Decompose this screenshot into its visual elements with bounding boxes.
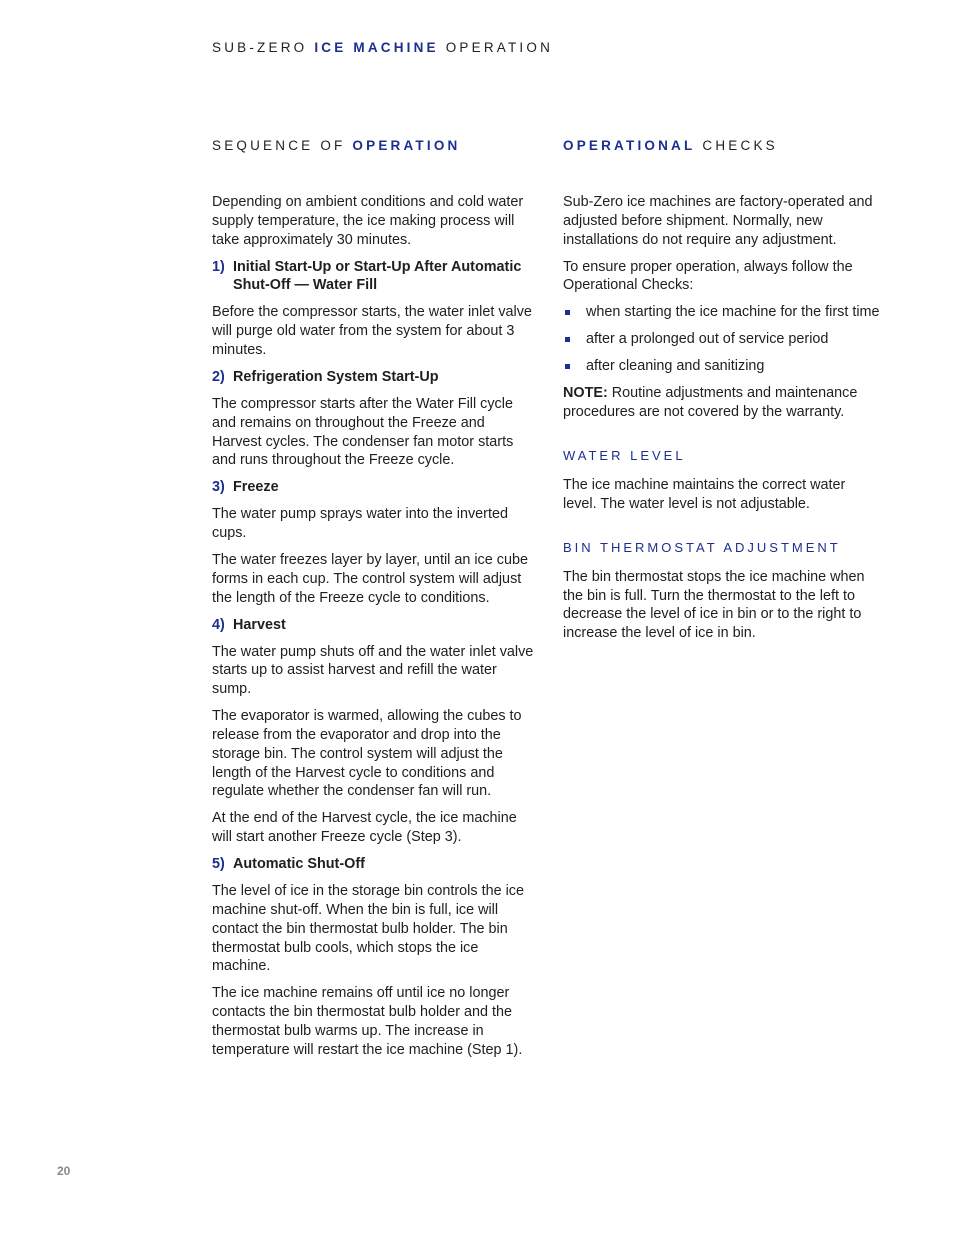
sequence-intro: Depending on ambient conditions and cold water supply temperature, the ice making process will take approximately 30 minutes. [212, 194, 524, 248]
header-brand: SUB-ZERO [212, 40, 308, 55]
step-title: Harvest [233, 616, 286, 633]
step-title: Initial Start-Up or Start-Up After Automatic Shut-Off — Water Fill [233, 258, 522, 294]
step-heading [212, 368, 534, 387]
sequence-of-operation-column [212, 138, 534, 1068]
bullet-text: after cleaning and sanitizing [586, 358, 765, 375]
step-paragraph: The water pump shuts off and the water inlet valve starts up to assist harvest and refill the water sump. [212, 643, 534, 698]
step-number: 1) [212, 258, 225, 275]
step-number: 5) [212, 856, 225, 873]
operational-checks-column [563, 138, 881, 651]
step-title: Refrigeration System Start-Up [233, 368, 439, 385]
step-heading [212, 855, 534, 874]
bullet-text: after a prolonged out of service period [586, 331, 829, 348]
step-paragraph: The evaporator is warmed, allowing the cubes to release from the evaporator and drop into the storage bin. The control system will adjust the length of the Harvest cycle to conditions and regulate whether the condenser fan will run. [212, 708, 522, 800]
step-paragraph: At the end of the Harvest cycle, the ice machine will start another Freeze cycle (Step 3). [212, 810, 517, 846]
bullet-text: when starting the ice machine for the first time [586, 304, 880, 321]
step-number: 2) [212, 368, 225, 385]
checks-lead: To ensure proper operation, always follow the Operational Checks: [563, 258, 853, 294]
note-label: NOTE: [563, 385, 608, 402]
bullet-item [563, 330, 881, 349]
sequence-title-accent: OPERATION [352, 138, 461, 153]
bin-thermostat-text: The bin thermostat stops the ice machine when the bin is full. Turn the thermostat to the left to decrease the level of ice in bin or to the right to increase the level of ice in bin. [563, 568, 865, 642]
checks-bullet-list [563, 303, 881, 376]
steps-list [212, 258, 534, 1060]
running-header [212, 40, 553, 55]
warranty-note [563, 384, 881, 422]
checks-title-plain: CHECKS [702, 138, 778, 153]
note-text: Routine adjustments and maintenance procedures are not covered by the warranty. [563, 385, 858, 421]
water-level-text: The ice machine maintains the correct water level. The water level is not adjustable. [563, 477, 846, 512]
step-paragraph: Before the compressor starts, the water inlet valve will purge old water from the system for about 3 minutes. [212, 304, 532, 358]
step-paragraph: The compressor starts after the Water Fill cycle and remains on throughout the Freeze and Harvest cycles. The condenser fan motor starts and runs throughout the Freeze cycle. [212, 395, 514, 469]
step-number: 4) [212, 616, 225, 633]
bullet-item [563, 357, 881, 376]
step-heading [212, 478, 534, 497]
step-title: Automatic Shut-Off [233, 856, 365, 873]
sequence-section-title [212, 138, 534, 154]
square-bullet-icon [565, 310, 570, 315]
checks-section-title [563, 138, 881, 154]
step-paragraph: The water freezes layer by layer, until an ice cube forms in each cup. The control system will adjust the length of the Freeze cycle to conditions. [212, 552, 528, 606]
header-product: ICE MACHINE [314, 40, 439, 55]
checks-intro: Sub-Zero ice machines are factory-operated and adjusted before shipment. Normally, new installations do not require any adjustment. [563, 194, 873, 248]
square-bullet-icon [565, 337, 570, 342]
step-paragraph: The level of ice in the storage bin controls the ice machine shut-off. When the bin is full, ice will contact the bin thermostat bulb holder. The bin thermostat bulb cools, which stops the ice machine. [212, 883, 524, 975]
step-heading [212, 616, 534, 635]
page-number: 20 [57, 1164, 71, 1178]
step-title: Freeze [233, 479, 279, 496]
square-bullet-icon [565, 364, 570, 369]
sequence-title-plain: SEQUENCE OF [212, 138, 346, 153]
header-section: OPERATION [445, 40, 554, 55]
step-number: 3) [212, 479, 225, 496]
checks-title-accent: OPERATIONAL [563, 138, 696, 153]
step-heading [212, 258, 534, 296]
bullet-item [563, 303, 881, 322]
step-paragraph: The water pump sprays water into the inverted cups. [212, 506, 508, 542]
bin-thermostat-title: BIN THERMOSTAT ADJUSTMENT [563, 539, 841, 555]
step-paragraph: The ice machine remains off until ice no longer contacts the bin thermostat bulb holder and the thermostat bulb warms up. The increase in temperature will restart the ice machine (Step 1). [212, 985, 523, 1058]
water-level-title: WATER LEVEL [563, 448, 686, 464]
